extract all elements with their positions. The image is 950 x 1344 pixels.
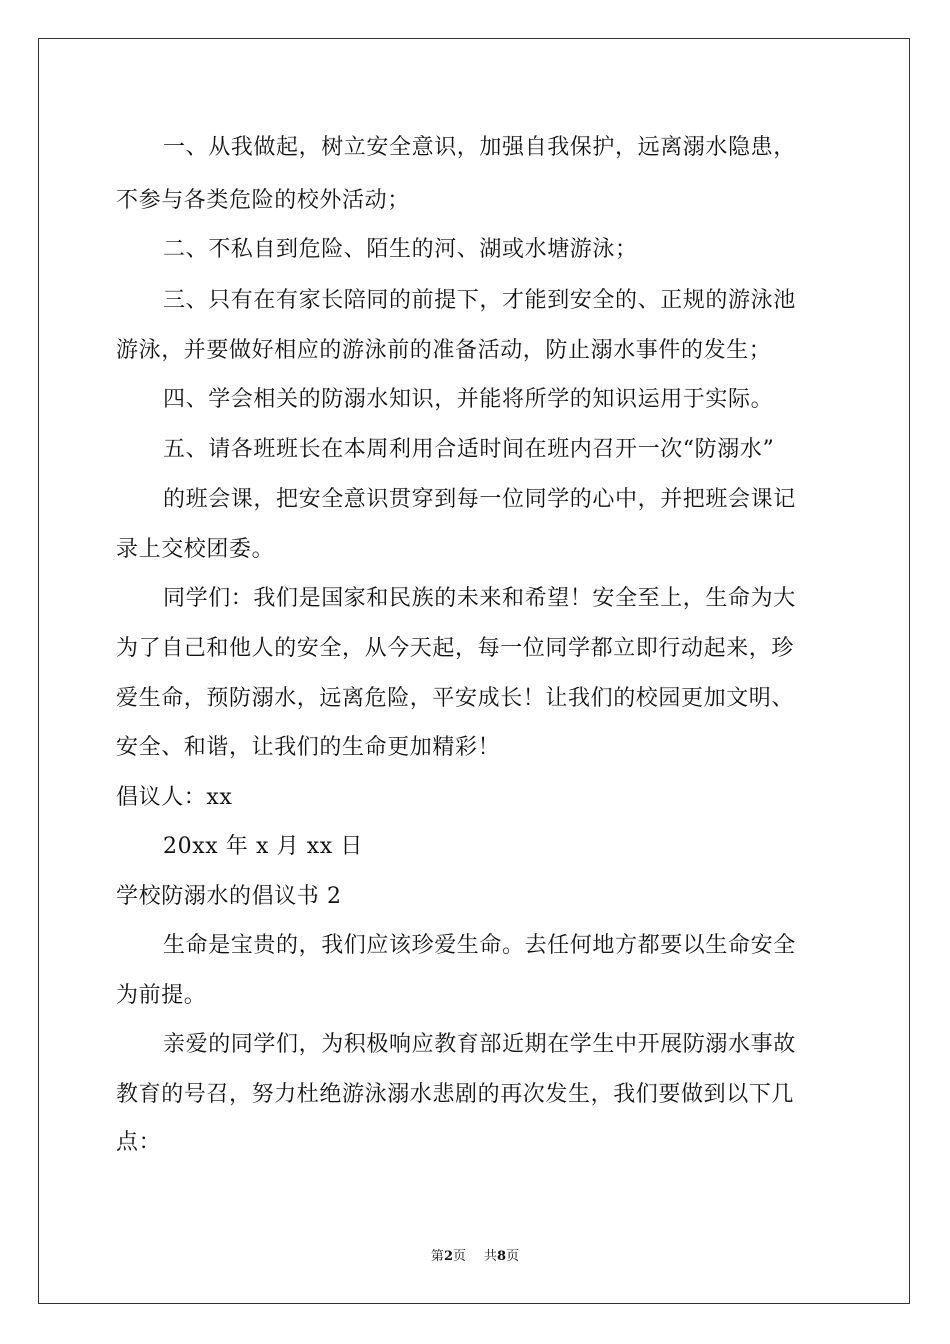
paragraph-line: 一、从我做起，树立安全意识，加强自我保护，远离溺水隐患， [163, 135, 796, 160]
paragraph-line: 教育的号召，努力杜绝游泳溺水悲剧的再次发生，我们要做到以下几 [116, 1082, 795, 1107]
paragraph-line: 游泳，并要做好相应的游泳前的准备活动，防止溺水事件的发生； [116, 338, 772, 363]
section-heading: 学校防溺水的倡议书 2 [116, 884, 342, 909]
total-pages: 8 [497, 1249, 507, 1264]
paragraph-line: 爱生命，预防溺水，远离危险，平安成长！让我们的校园更加文明、 [116, 686, 795, 711]
paragraph-line: 点： [116, 1130, 162, 1155]
paragraph-line: 二、不私自到危险、陌生的河、湖或水塘游泳； [163, 237, 638, 262]
paragraph-line: 为前提。 [116, 983, 207, 1008]
paragraph-line: 亲爱的同学们，为积极响应教育部近期在学生中开展防溺水事故 [163, 1032, 796, 1057]
paragraph-line: 五、请各班班长在本周利用合适时间在班内召开一次“防溺水” [163, 437, 775, 462]
page-footer [0, 1248, 950, 1266]
paragraph-line: 安全、和谐，让我们的生命更加精彩！ [116, 735, 501, 760]
paragraph-line: 的班会课，把安全意识贯穿到每一位同学的心中，并把班会课记 [163, 487, 796, 512]
date-line: 20xx 年 x 月 xx 日 [163, 834, 363, 859]
paragraph-line: 录上交校团委。 [116, 537, 275, 562]
page-number: 2 [443, 1249, 453, 1264]
total-prefix: 共 [484, 1249, 498, 1264]
paragraph-line: 不参与各类危险的校外活动； [116, 188, 410, 213]
page-prefix: 第 [430, 1249, 444, 1264]
paragraph-line: 为了自己和他人的安全，从今天起，每一位同学都立即行动起来，珍 [116, 636, 795, 661]
page-border [38, 38, 910, 1304]
signatory-line: 倡议人：xx [116, 785, 233, 810]
paragraph-line: 同学们：我们是国家和民族的未来和希望！安全至上，生命为大 [163, 586, 796, 611]
total-suffix: 页 [506, 1249, 520, 1264]
page-suffix: 页 [452, 1249, 466, 1264]
paragraph-line: 四、学会相关的防溺水知识，并能将所学的知识运用于实际。 [163, 387, 774, 412]
paragraph-line: 三、只有在有家长陪同的前提下，才能到安全的、正规的游泳池 [163, 288, 796, 313]
paragraph-line: 生命是宝贵的，我们应该珍爱生命。去任何地方都要以生命安全 [163, 933, 796, 958]
